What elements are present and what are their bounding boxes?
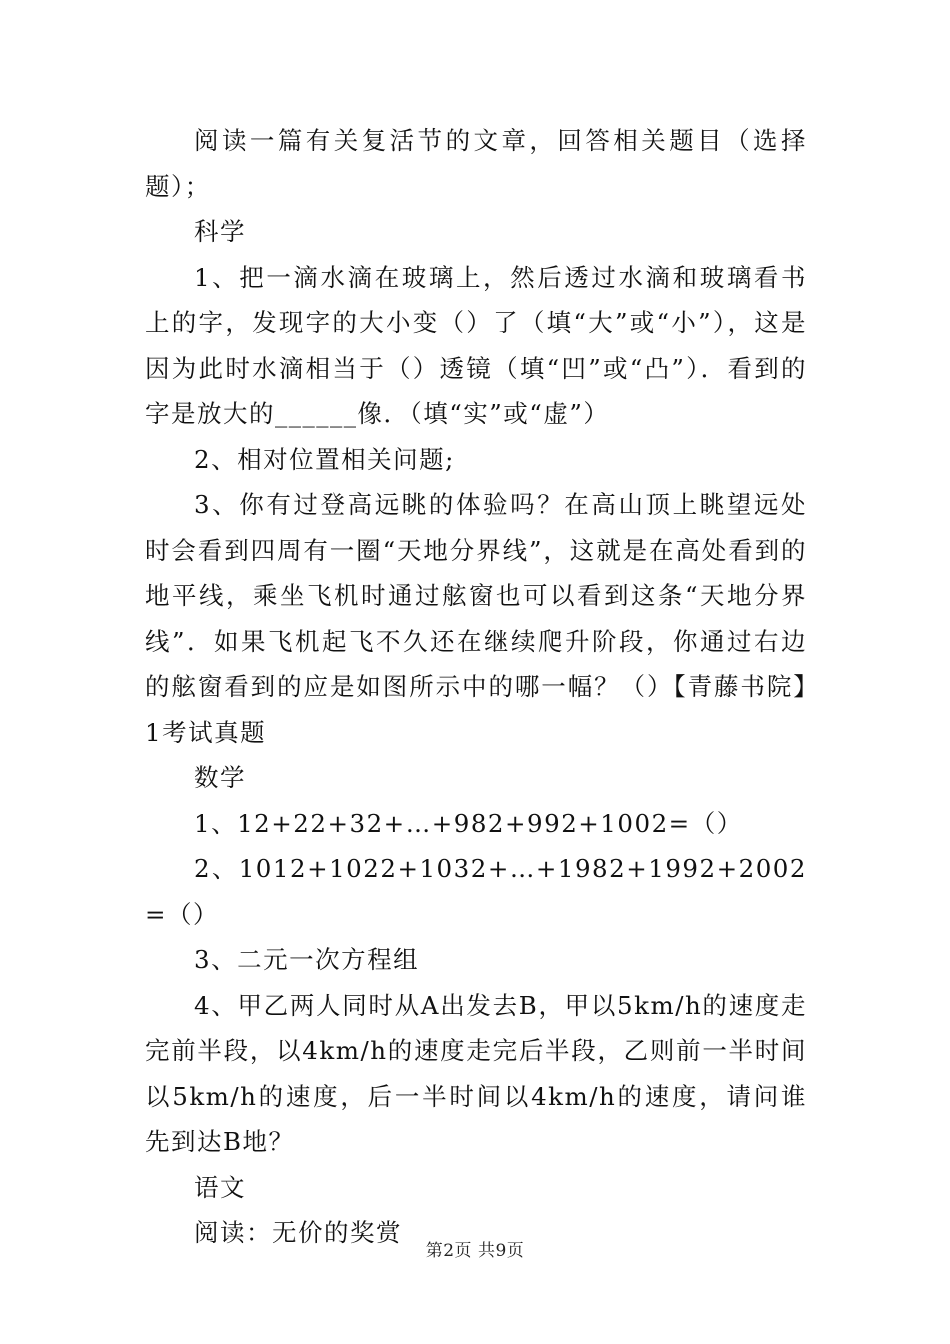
document-body <box>145 118 807 1256</box>
section-heading-chinese: 语文 <box>194 1172 246 1202</box>
question-math-4: 4、甲乙两人同时从A出发去B，甲以5km/h的速度走完前半段，以4km/h的速度走完后半段，乙则前一半时间以5km/h的速度，后一半时间以4km/h的速度，请问谁先到达B地？ <box>145 990 807 1156</box>
question-math-2: 2、1012+1022+1032+…+1982+1992+2002=（） <box>145 854 807 929</box>
question-math-3: 3、二元一次方程组 <box>194 945 420 974</box>
section-heading-math: 数学 <box>194 763 246 792</box>
paragraph-easter-reading: 阅读一篇有关复活节的文章，回答相关题目（选择题）； <box>145 126 807 201</box>
question-science-1: 1、把一滴水滴在玻璃上，然后透过水滴和玻璃看书上的字，发现字的大小变（）了（填“大”或“小”），这是因为此时水滴相当于（）透镜（填“凹”或“凸”）．看到的字是放大的______像．（填“实”或“虚”） <box>145 262 807 428</box>
question-math-1: 1、12+22+32+…+982+992+1002=（） <box>194 808 743 838</box>
reading-title: 阅读：无价的奖赏 <box>194 1218 402 1247</box>
page-number-footer: 第2页 共9页 <box>425 1241 525 1261</box>
question-science-2: 2、相对位置相关问题; <box>194 444 455 474</box>
section-heading-science: 科学 <box>194 217 246 246</box>
question-science-3: 3、你有过登高远眺的体验吗？在高山顶上眺望远处时会看到四周有一圈“天地分界线”，这就是在高处看到的地平线，乘坐飞机时通过舷窗也可以看到这条“天地分界线”．如果飞机起飞不久还在继续爬升阶段，你通过右边的舷窗看到的应是如图所示中的哪一幅？（）【青藤书院】1考试真题 <box>145 490 807 747</box>
